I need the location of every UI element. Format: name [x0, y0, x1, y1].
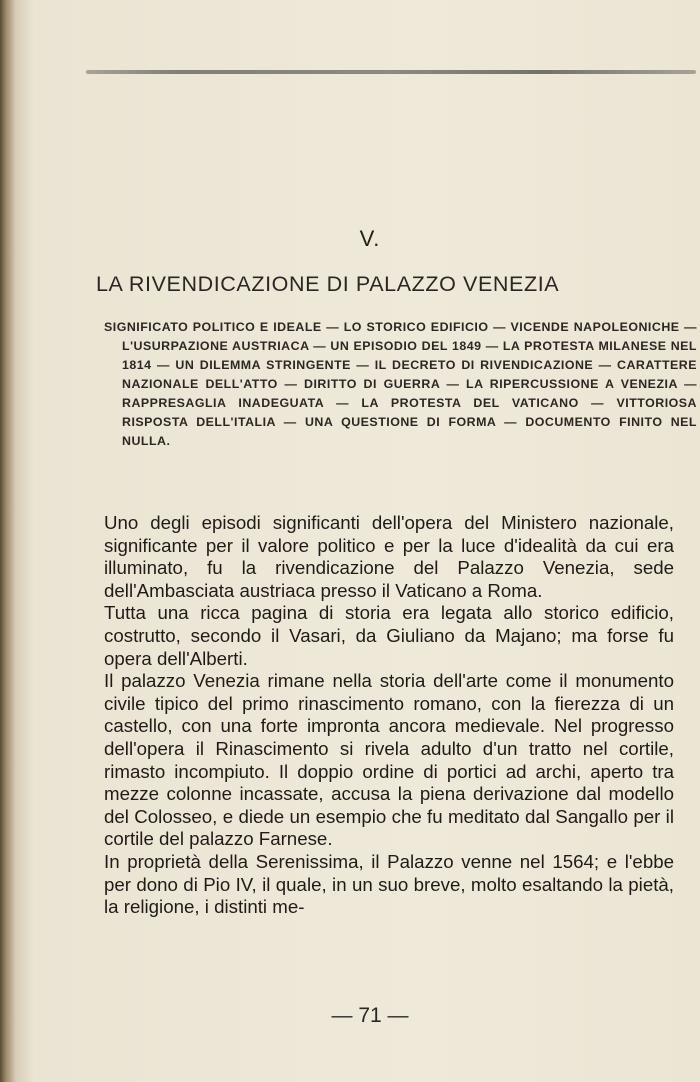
chapter-number: V. — [359, 226, 381, 251]
body-text — [104, 512, 674, 919]
paragraph: Il palazzo Venezia rimane nella storia dell'arte come il monumento civile tipico del primo rinascimento romano, con la fierezza di un castello, con una forte impronta ancora medievale. Nel progresso dell'opera il Rinascimento si rivela adulto d'un tratto nel cortile, rimasto incompiuto. Il doppio ordine di portici ad archi, aperto tra mezze colonne incassate, accusa la piena derivazione dal modello del Colosseo, e diede un esempio che fu meditato dal Sangallo per il cortile del palazzo Farnese. — [104, 670, 674, 850]
page-number: — 71 — — [331, 1004, 409, 1027]
chapter-summary: SIGNIFICATO POLITICO E IDEALE — LO STORICO EDIFICIO — VICENDE NAPOLEONICHE — L'USURPAZIONE AUSTRIACA — UN EPISODIO DEL 1849 — LA PROTESTA MILANESE NEL 1814 — UN DILEMMA STRINGENTE — IL DECRETO DI RIVENDICAZIONE — CARATTERE NAZIONALE DELL'ATTO — DIRITTO DI GUERRA — LA RIPERCUSSIONE A VENEZIA — RAPPRESAGLIA INADEGUATA — LA PROTESTA DEL VATICANO — VITTORIOSA RISPOSTA DELL'ITALIA — UNA QUESTIONE DI FORMA — DOCUMENTO FINITO NEL NULLA. — [104, 320, 697, 448]
paragraph: Uno degli episodi significanti dell'opera del Ministero nazionale, significante per il valore politico e per la luce d'idealità da cui era illuminato, fu la rivendicazione del Palazzo Venezia, sede dell'Ambasciata austriaca presso il Vaticano a Roma. — [104, 512, 674, 601]
paragraph: In proprietà della Serenissima, il Palazzo venne nel 1564; e l'ebbe per dono di Pio IV, il quale, in un suo breve, molto esaltando la pietà, la religione, i distinti me- — [104, 850, 674, 918]
paragraph: Tutta una ricca pagina di storia era legata allo storico edificio, costrutto, secondo il Vasari, da Giuliano da Majano; ma forse fu opera dell'Alberti. — [104, 602, 674, 669]
header-rule — [86, 70, 696, 74]
chapter-title: LA RIVENDICAZIONE DI PALAZZO VENEZIA — [96, 272, 560, 296]
